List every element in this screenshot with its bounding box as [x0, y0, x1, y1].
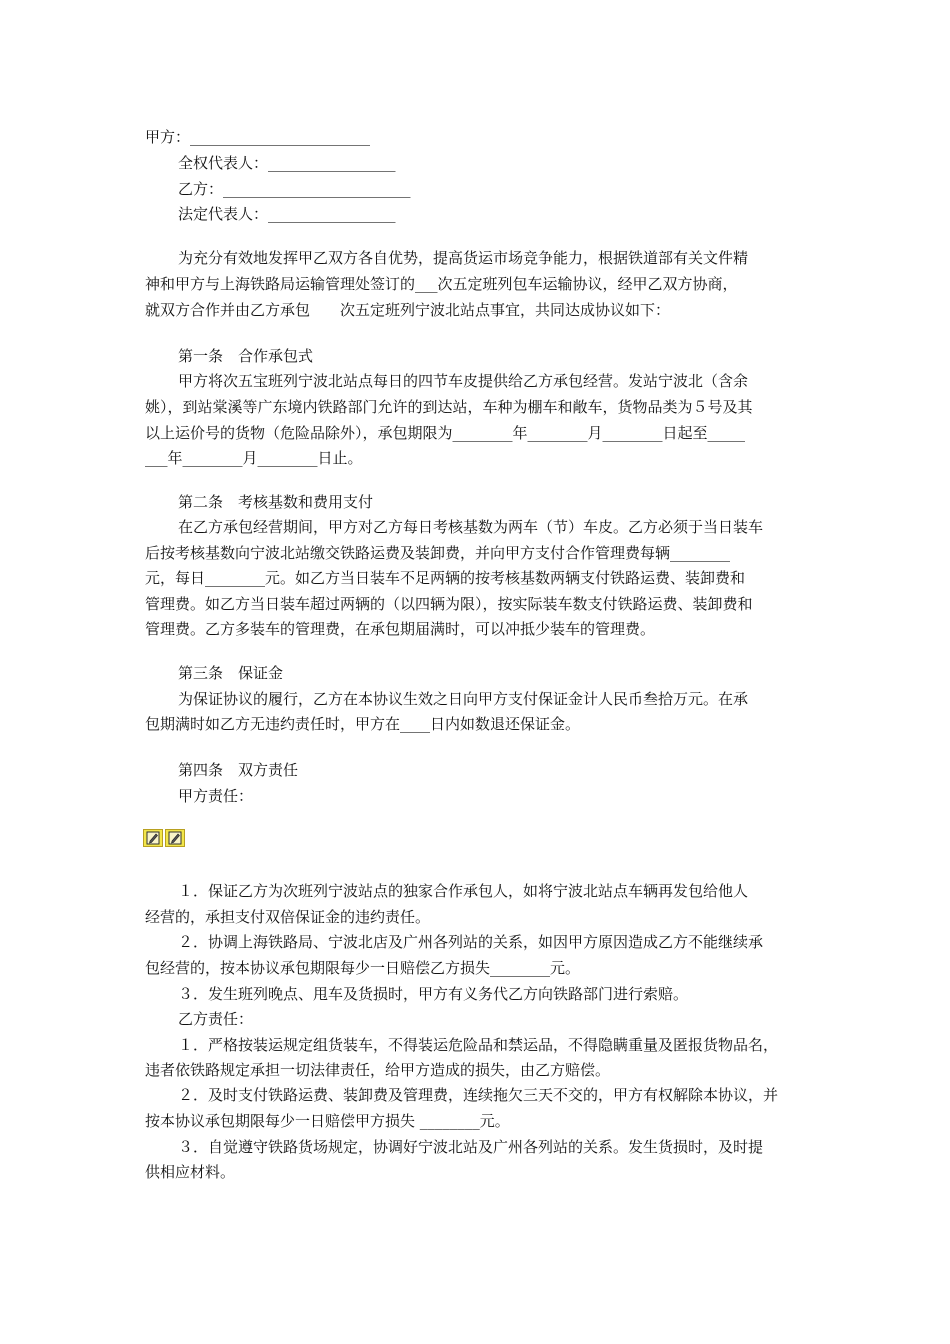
article-3-line: 包期满时如乙方无违约责任时，甲方在____日内如数退还保证金。	[145, 715, 581, 733]
party-a-duty-line: ３．发生班列晚点、甩车及货损时，甲方有义务代乙方向铁路部门进行索赔。	[178, 985, 689, 1003]
article-2-line: 在乙方承包经营期间，甲方对乙方每日考核基数为两车（节）车皮。乙方必须于当日装车	[178, 518, 764, 536]
article-1-line: 姚），到站棠溪等广东境内铁路部门允许的到达站，车种为棚车和敞车，货物品类为５号及其	[145, 398, 753, 416]
preamble-line: 为充分有效地发挥甲乙双方各自优势，提高货运市场竞争能力，根据铁道部有关文件精	[178, 249, 749, 267]
article-2-line: 后按考核基数向宁波北站缴交铁路运费及装卸费，并向甲方支付合作管理费每辆________	[145, 544, 731, 562]
party-b-duty-line: ３．自觉遵守铁路货场规定，协调好宁波北站及广州各列站的关系。发生货损时，及时提	[178, 1138, 764, 1156]
edit-icon[interactable]	[165, 829, 185, 847]
party-b-duties-label: 乙方责任：	[178, 1010, 254, 1028]
article-2-line: 元，每日________元。如乙方当日装车不足两辆的按考核基数两辆支付铁路运费、装卸费和	[145, 569, 746, 587]
preamble-line: 神和甲方与上海铁路局运输管理处签订的___次五定班列包车运输协议，经甲乙双方协商，	[145, 275, 738, 293]
article-4-title: 第四条 双方责任	[178, 761, 299, 779]
edit-icons	[143, 829, 185, 847]
article-1-line: ___年________月________日止。	[145, 449, 363, 467]
party-a-duty-line: 经营的，承担支付双倍保证金的违约责任。	[145, 908, 431, 926]
article-1-line: 以上运价号的货物（危险品除外），承包期限为________年________月________日起至_____	[145, 424, 746, 442]
article-3-title: 第三条 保证金	[178, 664, 284, 682]
rep-a-line: 全权代表人：_________________	[178, 154, 396, 172]
preamble-line: 就双方合作并由乙方承包 次五定班列宁波北站点事宜，共同达成协议如下：	[145, 301, 671, 319]
party-a-duty-line: ２．协调上海铁路局、宁波北店及广州各列站的关系，如因甲方原因造成乙方不能继续承	[178, 933, 764, 951]
party-b-line: 乙方：_________________________	[178, 180, 411, 198]
article-3-line: 为保证协议的履行，乙方在本协议生效之日向甲方支付保证金计人民币叁拾万元。在承	[178, 690, 749, 708]
article-2-line: 管理费。乙方多装车的管理费，在承包期届满时，可以冲抵少装车的管理费。	[145, 620, 656, 638]
rep-b-line: 法定代表人：_________________	[178, 205, 396, 223]
article-1-line: 甲方将次五宝班列宁波北站点每日的四节车皮提供给乙方承包经营。发站宁波北（含余	[178, 372, 749, 390]
article-1-title: 第一条 合作承包式	[178, 347, 314, 365]
article-2-line: 管理费。如乙方当日装车超过两辆的（以四辆为限），按实际装车数支付铁路运费、装卸费和	[145, 595, 753, 613]
party-a-duty-line: １．保证乙方为次班列宁波站点的独家合作承包人，如将宁波北站点车辆再发包给他人	[178, 882, 749, 900]
party-a-duty-line: 包经营的，按本协议承包期限每少一日赔偿乙方损失________元。	[145, 959, 581, 977]
party-b-duty-line: ２．及时支付铁路运费、装卸费及管理费，连续拖欠三天不交的，甲方有权解除本协议，并	[178, 1086, 779, 1104]
party-b-duty-line: １．严格按装运规定组货装车，不得装运危险品和禁运品，不得隐瞒重量及匿报货物品名，	[178, 1036, 779, 1054]
party-a-line: 甲方：________________________	[145, 128, 371, 146]
party-b-duty-line: 按本协议承包期限每少一日赔偿甲方损失 ________元。	[145, 1112, 510, 1130]
edit-icon[interactable]	[143, 829, 163, 847]
party-b-duty-line: 供相应材料。	[145, 1163, 236, 1181]
party-b-duty-line: 违者依铁路规定承担一切法律责任，给甲方造成的损失，由乙方赔偿。	[145, 1061, 611, 1079]
party-a-duties-label: 甲方责任：	[178, 787, 254, 805]
article-2-title: 第二条 考核基数和费用支付	[178, 493, 374, 511]
